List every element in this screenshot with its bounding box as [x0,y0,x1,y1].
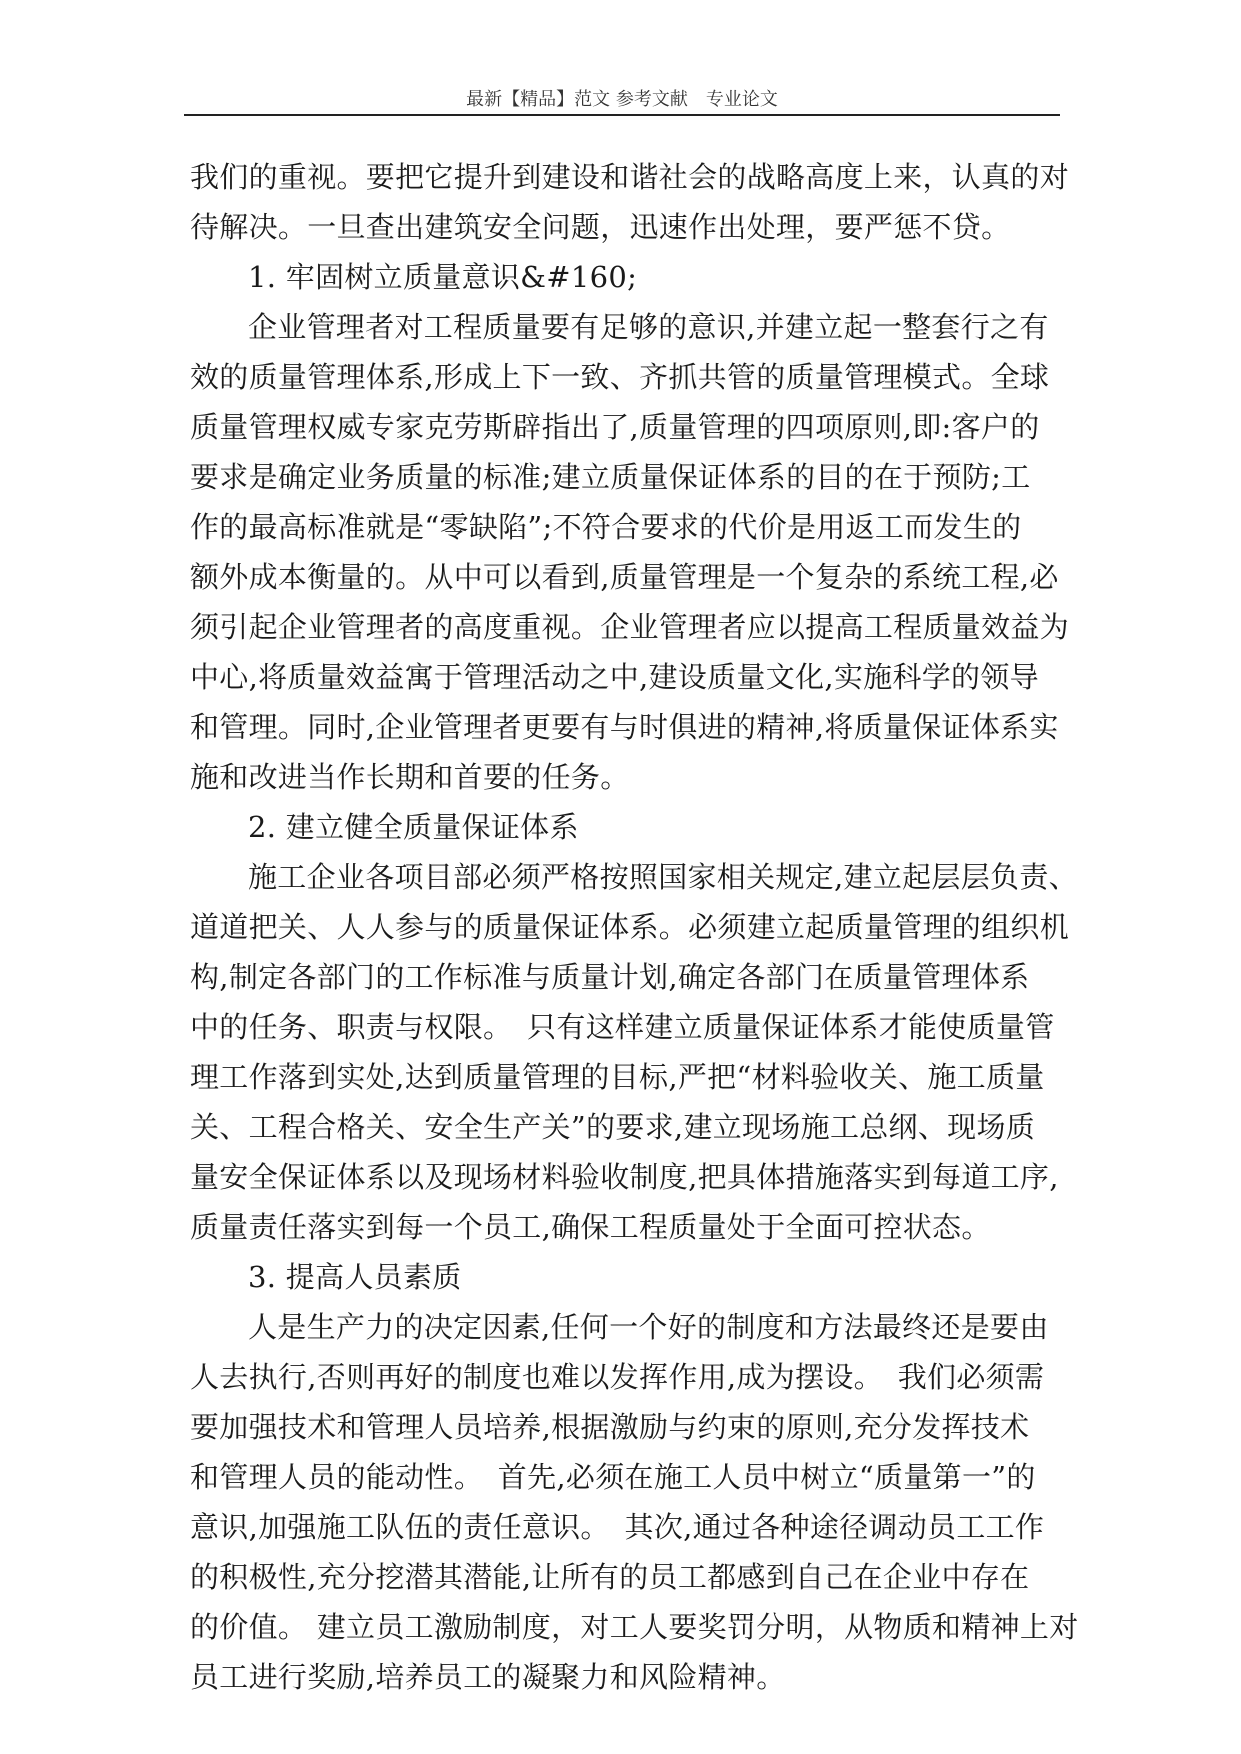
paragraph-start: 人是生产力的决定因素,任何一个好的制度和方法最终还是要由 [248,1310,1049,1344]
text-line: 人去执行,否则再好的制度也难以发挥作用,成为摆设。 我们必须需 [190,1360,1045,1394]
text-line: 效的质量管理体系,形成上下一致、齐抓共管的质量管理模式。全球 [190,360,1050,394]
paragraph-start: 施工企业各项目部必须严格按照国家相关规定,建立起层层负责、 [248,860,1078,894]
section-heading-3: 3. 提高人员素质 [248,1260,462,1294]
text-line: 我们的重视。要把它提升到建设和谐社会的战略高度上来，认真的对 [190,160,1070,194]
text-line: 构,制定各部门的工作标准与质量计划,确定各部门在质量管理体系 [190,960,1030,994]
text-line: 的积极性,充分挖潜其潜能,让所有的员工都感到自己在企业中存在 [190,1560,1030,1594]
page-header: 最新【精品】范文 参考文献 专业论文 [466,89,778,110]
text-line: 质量责任落实到每一个员工,确保工程质量处于全面可控状态。 [190,1210,991,1244]
text-line: 额外成本衡量的。从中可以看到,质量管理是一个复杂的系统工程,必 [190,560,1059,594]
document-body [190,152,1079,1702]
text-line: 和管理人员的能动性。 首先,必须在施工人员中树立“质量第一”的 [190,1460,1036,1494]
text-line: 意识,加强施工队伍的责任意识。 其次,通过各种途径调动员工工作 [190,1510,1045,1544]
text-line: 中心,将质量效益寓于管理活动之中,建设质量文化,实施科学的领导 [190,660,1039,694]
text-line: 道道把关、人人参与的质量保证体系。必须建立起质量管理的组织机 [190,910,1070,944]
text-line: 施和改进当作长期和首要的任务。 [190,760,630,794]
text-line: 理工作落到实处,达到质量管理的目标,严把“材料验收关、施工质量 [190,1060,1045,1094]
text-line: 的价值。 建立员工激励制度，对工人要奖罚分明，从物质和精神上对 [190,1610,1079,1644]
text-line: 中的任务、职责与权限。 只有这样建立质量保证体系才能使质量管 [190,1010,1055,1044]
text-line: 要加强技术和管理人员培养,根据激励与约束的原则,充分发挥技术 [190,1410,1030,1444]
text-line: 和管理。同时,企业管理者更要有与时俱进的精神,将质量保证体系实 [190,710,1059,744]
section-heading-2: 2. 建立健全质量保证体系 [248,810,579,844]
text-line: 作的最高标准就是“零缺陷”;不符合要求的代价是用返工而发生的 [190,510,1022,544]
text-line: 待解决。一旦查出建筑安全问题，迅速作出处理，要严惩不贷。 [190,210,1011,244]
text-line: 要求是确定业务质量的标准;建立质量保证体系的目的在于预防;工 [190,460,1031,494]
text-line: 员工进行奖励,培养员工的凝聚力和风险精神。 [190,1660,786,1694]
text-line: 量安全保证体系以及现场材料验收制度,把具体措施落实到每道工序, [190,1160,1059,1194]
header-divider [184,114,1060,116]
text-line: 质量管理权威专家克劳斯辟指出了,质量管理的四项原则,即:客户的 [190,410,1040,444]
text-line: 关、工程合格关、安全生产关”的要求,建立现场施工总纲、现场质 [190,1110,1036,1144]
section-heading-1: 1. 牢固树立质量意识&#160; [248,260,638,294]
text-line: 须引起企业管理者的高度重视。企业管理者应以提高工程质量效益为 [190,610,1070,644]
paragraph-start: 企业管理者对工程质量要有足够的意识,并建立起一整套行之有 [248,310,1049,344]
